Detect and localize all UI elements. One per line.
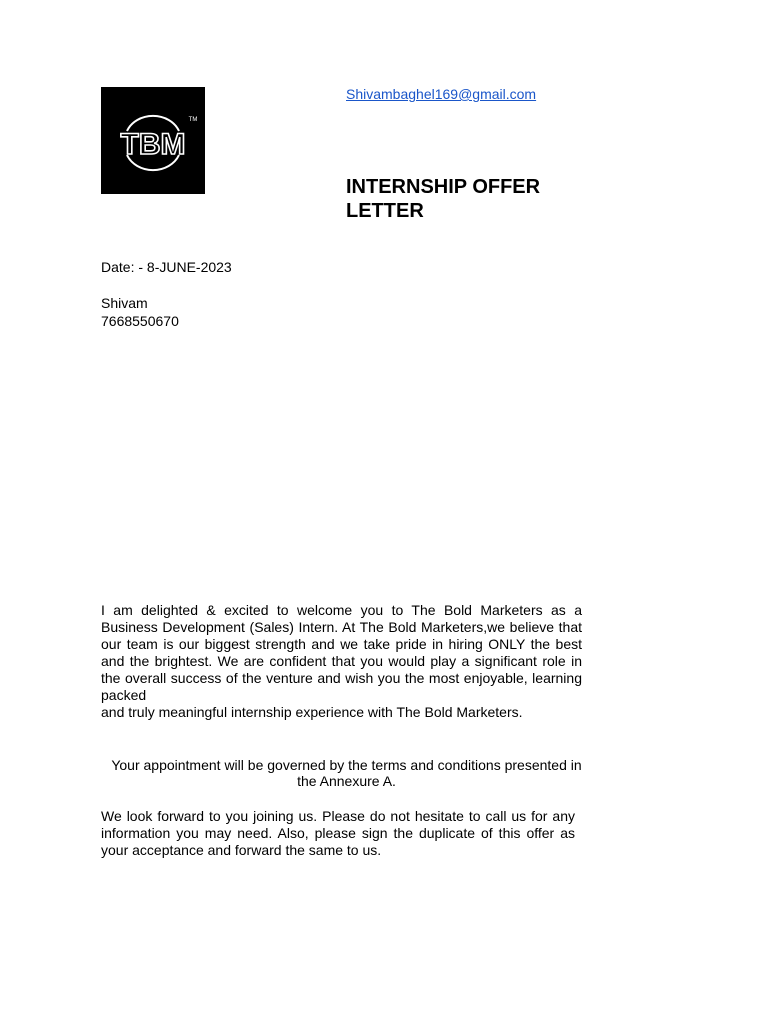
recipient-block <box>101 294 179 330</box>
logo-letters: TBM <box>120 128 186 161</box>
welcome-paragraph-end: and truly meaningful internship experience with The Bold Marketers. <box>101 704 523 720</box>
trademark-mark: TM <box>188 117 198 123</box>
recipient-phone: 7668550670 <box>101 313 179 329</box>
welcome-paragraph <box>101 602 582 721</box>
recipient-name: Shivam <box>101 295 148 311</box>
tbm-logo-icon <box>101 87 205 194</box>
email-link[interactable]: Shivambaghel169@gmail.com <box>346 86 537 102</box>
welcome-paragraph-text: I am delighted & excited to welcome you to The Bold Marketers as a Business Development (Sales) Intern. At The Bold Marketers,we believe that our team is our biggest strength and we take pride in hiring ONLY the best and the brightest. We are confident that you would play a significant role in the overall success of the venture and wish you the most enjoyable, learning packed <box>101 602 582 703</box>
company-logo <box>101 87 205 194</box>
closing-paragraph: We look forward to you joining us. Please do not hesitate to call us for any information you may need. Also, please sign the duplicate of this offer as your acceptance and forward the same to us. <box>101 808 575 858</box>
terms-paragraph: Your appointment will be governed by the terms and conditions presented in the Annexure A. <box>111 757 582 789</box>
page-title: INTERNSHIP OFFER LETTER <box>346 176 541 222</box>
letter-date: Date: - 8-JUNE-2023 <box>101 259 232 275</box>
